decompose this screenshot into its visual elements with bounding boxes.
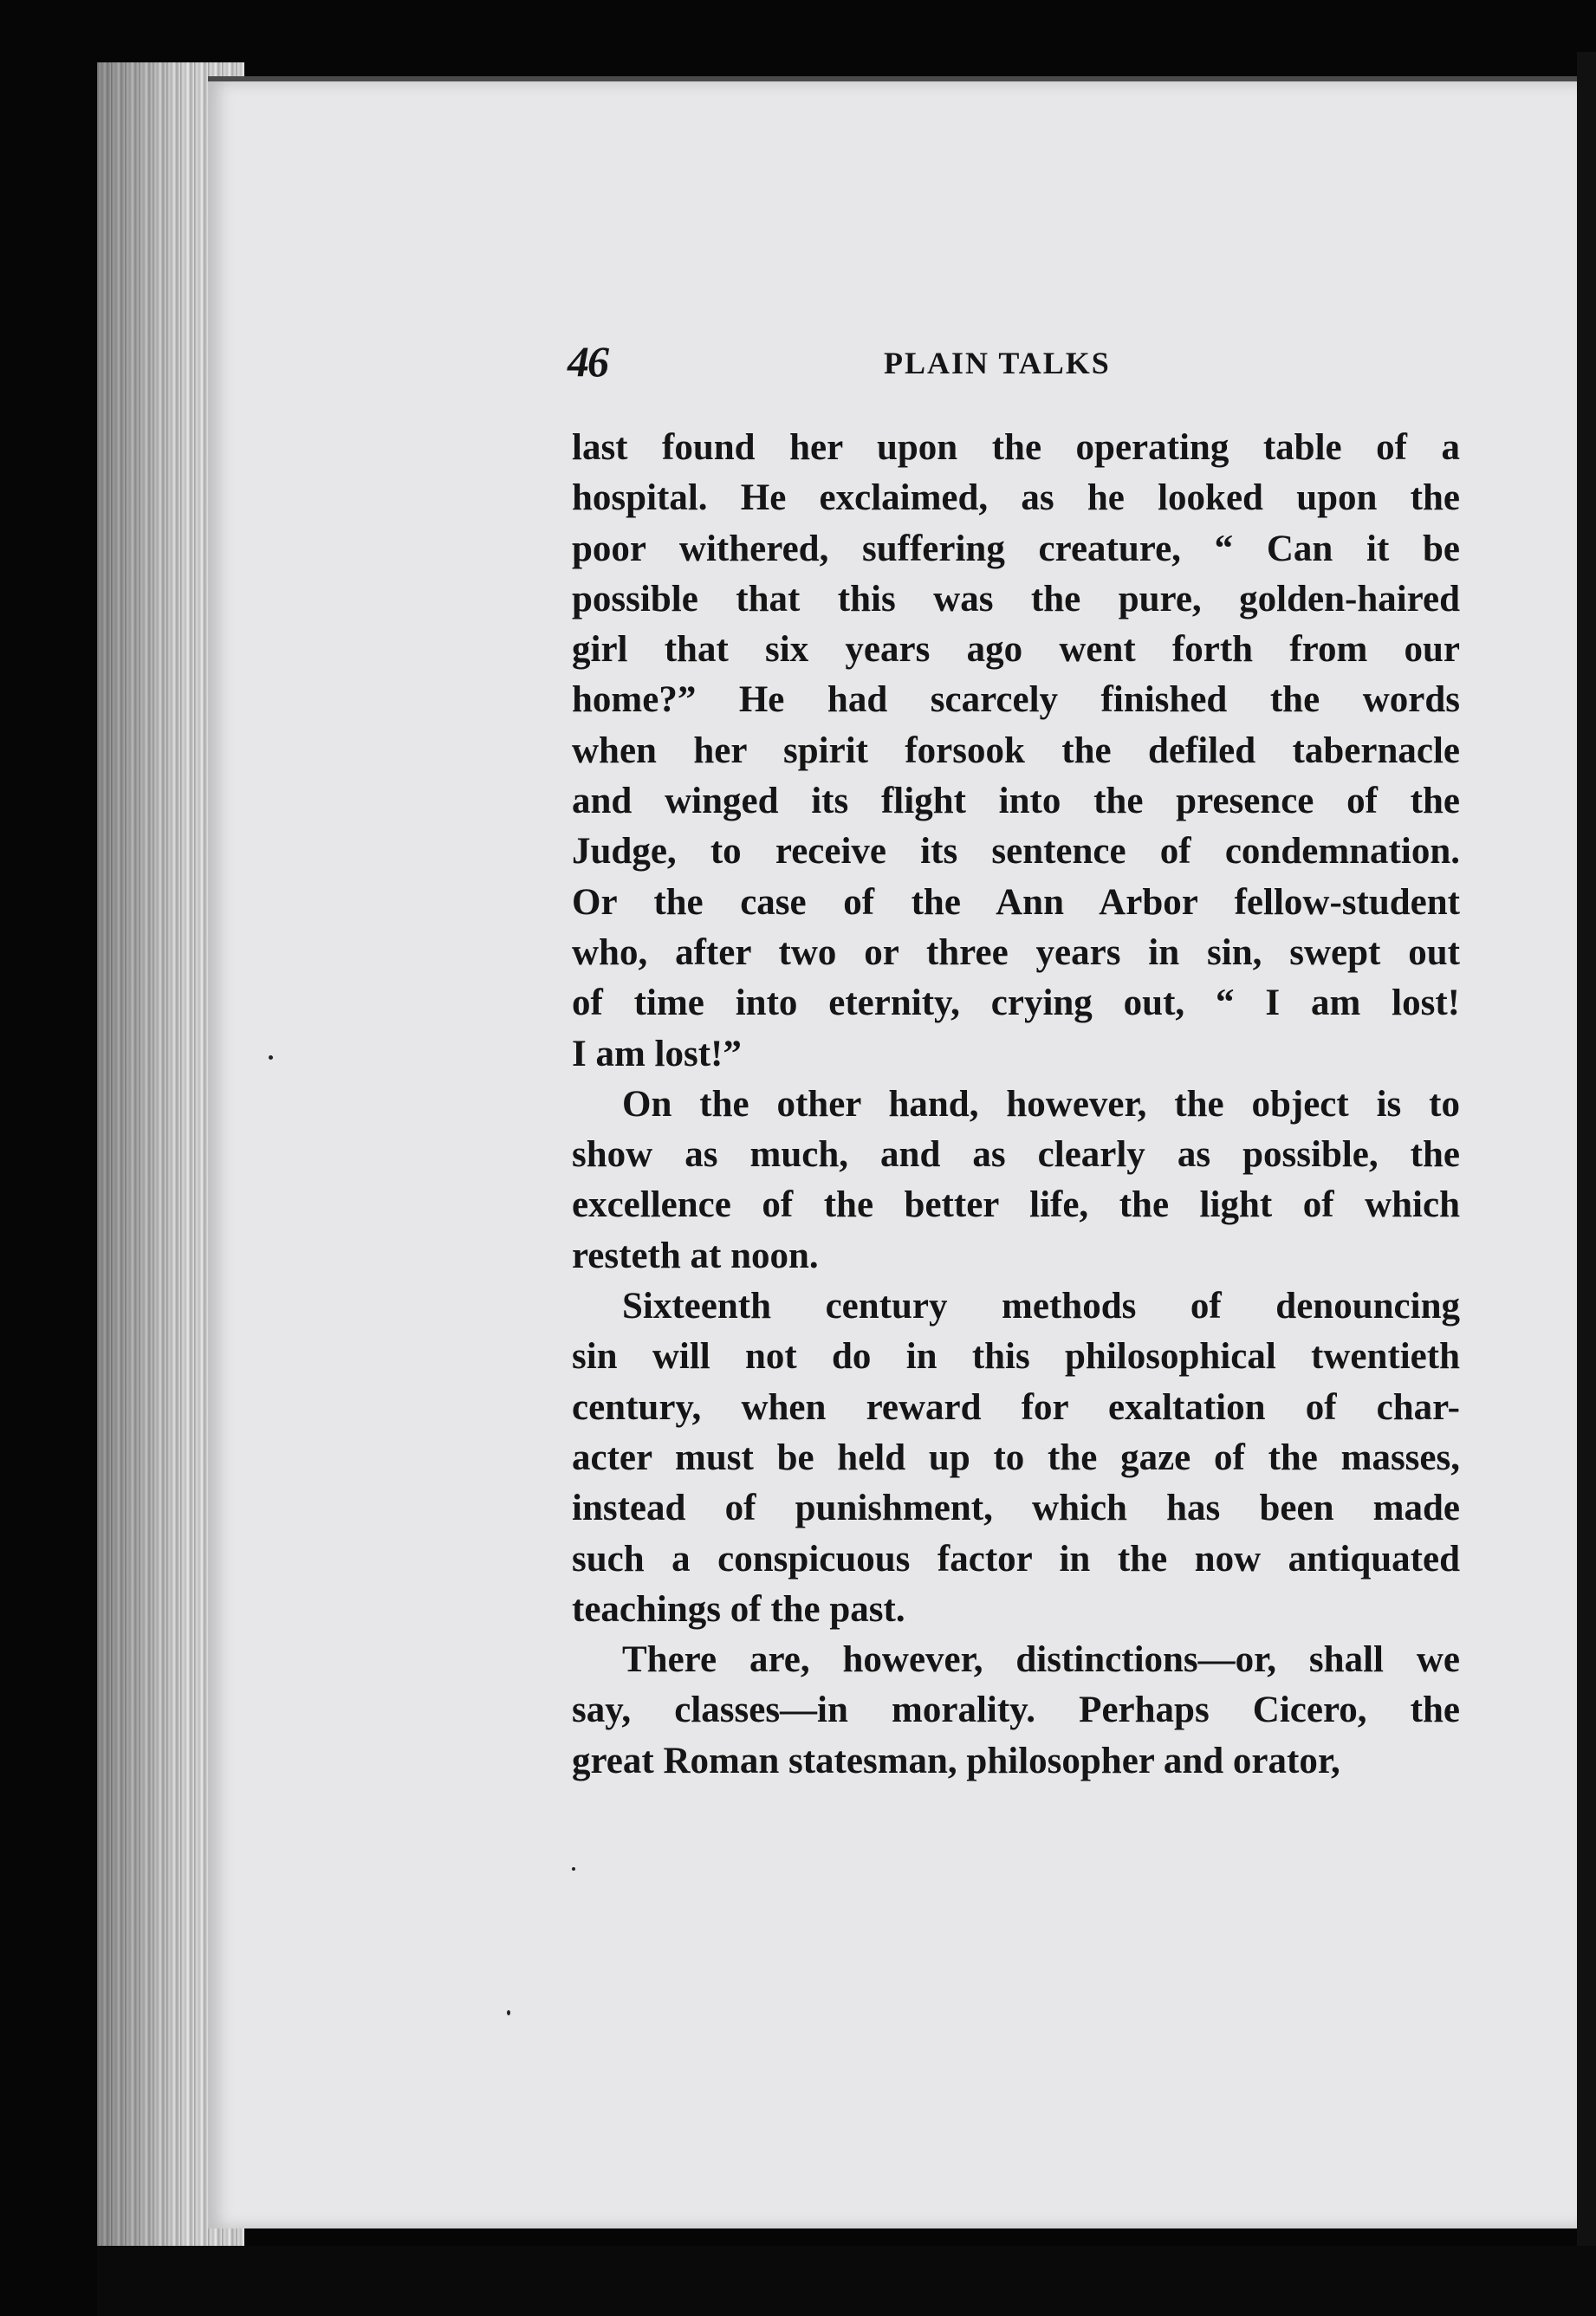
text-line: such a conspicuous factor in the now antiquated	[572, 1538, 1460, 1580]
text-line: Judge, to receive its sentence of condemnation.	[572, 831, 1460, 873]
scan-speck	[507, 2010, 510, 2015]
scan-speck	[572, 1867, 575, 1871]
text-line: girl that six years ago went forth from our	[572, 629, 1460, 671]
bottom-border	[97, 2246, 1596, 2316]
text-line: sin will not do in this philosophical twentieth	[572, 1336, 1460, 1378]
paragraph	[572, 1080, 1460, 1281]
text-line: who, after two or three years in sin, swept out	[572, 931, 1460, 973]
body-text	[572, 423, 1460, 1787]
scan-speck	[269, 1055, 273, 1060]
text-line: poor withered, suffering creature, “ Can it be	[572, 528, 1460, 569]
text-line: Or the case of the Ann Arbor fellow-student	[572, 881, 1460, 923]
text-line: great Roman statesman, philosopher and orator,	[572, 1740, 1340, 1781]
text-line: when her spirit forsook the defiled tabernacle	[572, 730, 1460, 771]
text-line: last found her upon the operating table of a	[572, 427, 1460, 468]
text-line: acter must be held up to the gaze of the masses,	[572, 1437, 1460, 1478]
text-line: hospital. He exclaimed, as he looked upon the	[572, 477, 1460, 519]
text-line: excellence of the better life, the light of which	[572, 1184, 1460, 1226]
text-line: On the other hand, however, the object is to	[622, 1083, 1460, 1125]
text-line: home?” He had scarcely finished the words	[572, 679, 1460, 721]
text-line: There are, however, distinctions—or, shall we	[622, 1639, 1460, 1681]
right-border	[1577, 52, 1596, 2253]
paragraph	[572, 423, 1460, 1080]
text-line: and winged its flight into the presence of the	[572, 781, 1460, 822]
text-line: say, classes—in morality. Perhaps Cicero, the	[572, 1690, 1460, 1731]
text-line: resteth at noon.	[572, 1235, 819, 1276]
text-line: show as much, and as clearly as possible, the	[572, 1134, 1460, 1176]
page-number: 46	[568, 337, 607, 386]
text-line: of time into eternity, crying out, “ I am lost!	[572, 983, 1460, 1024]
text-line: teachings of the past.	[572, 1588, 905, 1630]
running-head	[568, 336, 1460, 388]
paragraph	[572, 1281, 1460, 1635]
running-title: PLAIN TALKS	[884, 346, 1111, 380]
text-line: I am lost!”	[572, 1033, 742, 1074]
text-line: Sixteenth century methods of denouncing	[622, 1286, 1460, 1327]
text-line: instead of punishment, which has been made	[572, 1488, 1460, 1529]
paragraph	[572, 1635, 1460, 1787]
text-line: possible that this was the pure, golden-haired	[572, 578, 1460, 620]
text-line: century, when reward for exaltation of char-	[572, 1386, 1460, 1428]
